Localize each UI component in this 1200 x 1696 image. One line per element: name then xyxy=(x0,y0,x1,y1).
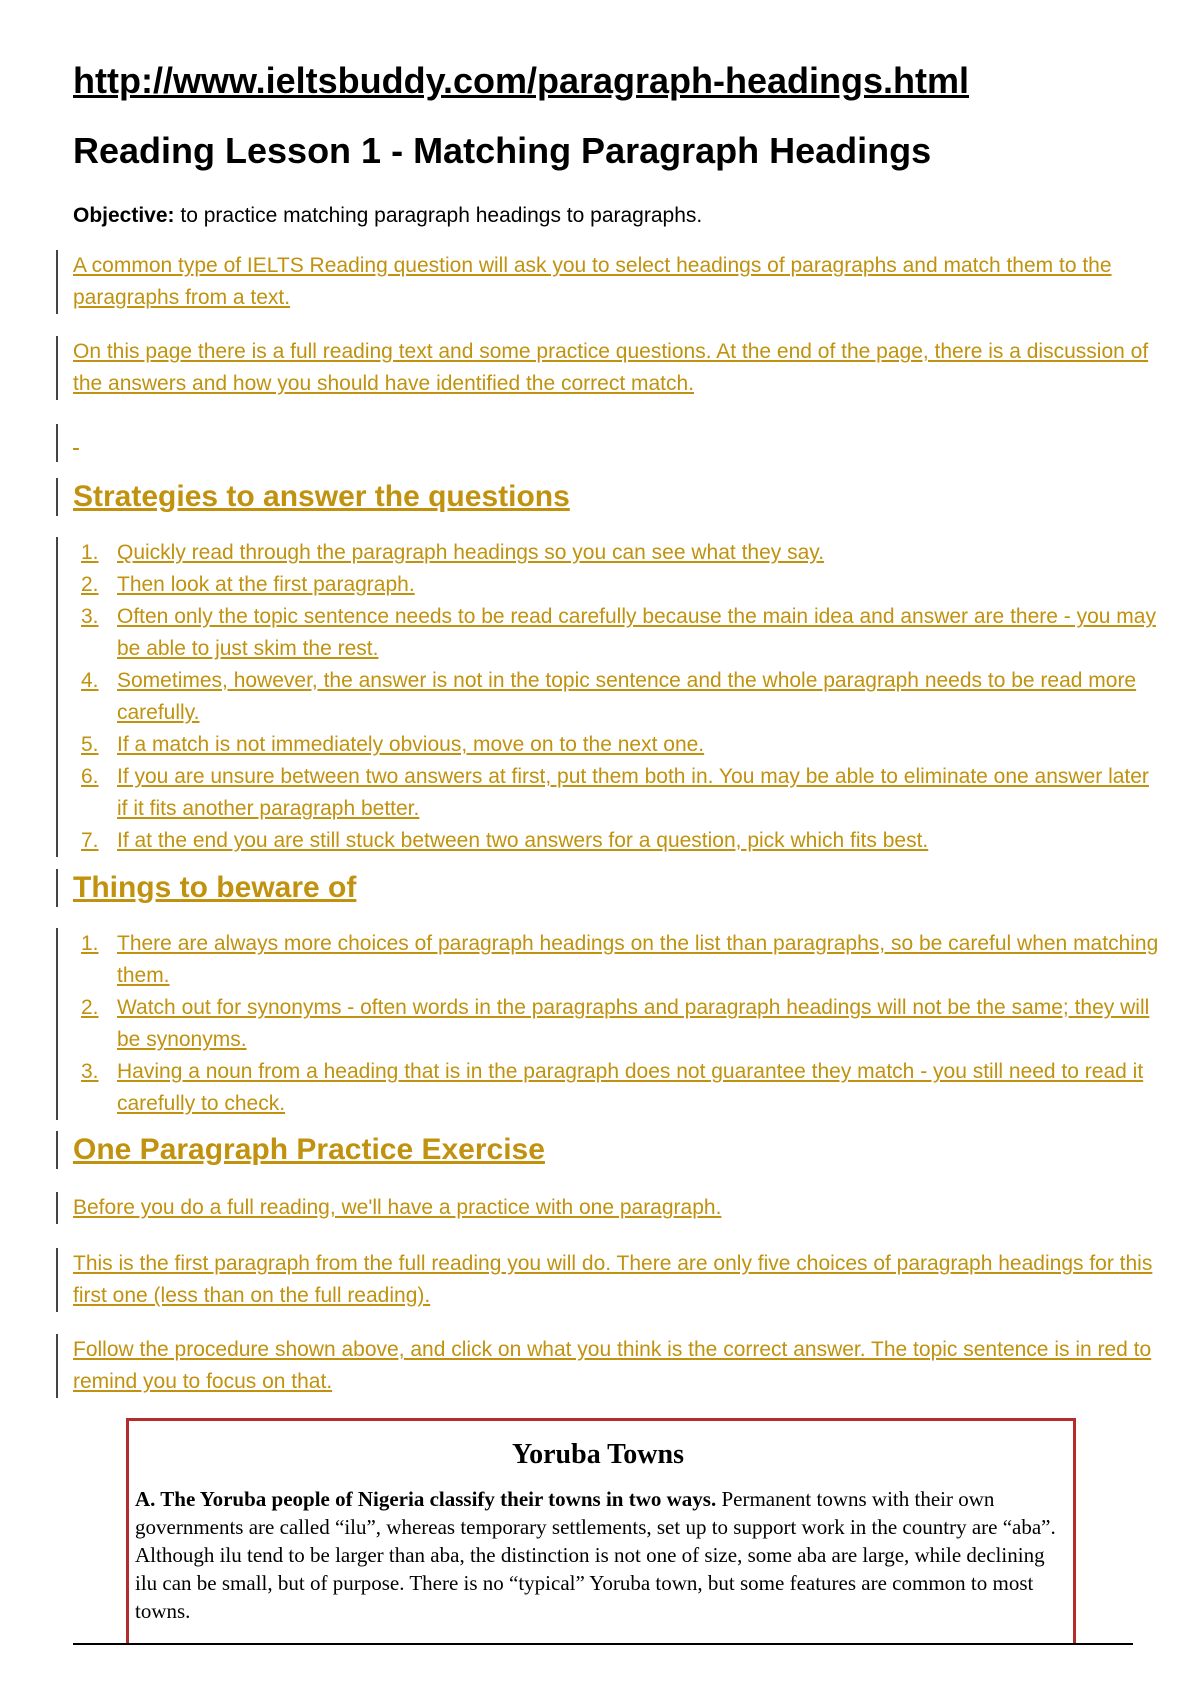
objective-label: Objective: xyxy=(73,204,175,227)
beware-item[interactable]: 1. There are always more choices of paragraph headings on the list than paragraphs, so be careful when matching them. xyxy=(81,932,1159,987)
beware-heading[interactable]: Things to beware of xyxy=(73,871,357,904)
objective-text: to practice matching paragraph headings to paragraphs. xyxy=(174,204,703,227)
intro-text-2[interactable]: On this page there is a full reading text and some practice questions. At the end of the page, there is a discussion of the answers and how you should have identified the correct match. xyxy=(73,340,1149,395)
practice-text-3[interactable]: Follow the procedure shown above, and click on what you think is the correct answer. The topic sentence is in red to remind you to focus on that. xyxy=(73,1338,1152,1393)
objective-line xyxy=(73,202,702,230)
practice-text-1[interactable]: Before you do a full reading, we'll have a practice with one paragraph. xyxy=(73,1196,722,1219)
practice-paragraph-3[interactable] xyxy=(56,1334,1163,1398)
strategies-list-block xyxy=(56,537,1163,857)
intro-paragraph-2[interactable] xyxy=(56,336,1163,400)
practice-heading-block[interactable] xyxy=(56,1131,1163,1169)
strategy-item[interactable]: 3. Often only the topic sentence needs to be read carefully because the main idea and answer are there - you may be able to just skim the rest. xyxy=(81,605,1156,660)
practice-text-2[interactable]: This is the first paragraph from the full reading you will do. There are only five choices of paragraph headings for this first one (less than on the full reading). xyxy=(73,1252,1153,1307)
source-url-link[interactable]: http://www.ieltsbuddy.com/paragraph-headings.html xyxy=(73,60,970,101)
empty-link-line[interactable] xyxy=(56,424,1163,462)
strategies-heading-block[interactable] xyxy=(56,478,1163,516)
practice-heading[interactable]: One Paragraph Practice Exercise xyxy=(73,1133,545,1166)
strategy-item[interactable]: 5. If a match is not immediately obvious, move on to the next one. xyxy=(81,733,705,756)
beware-heading-block[interactable] xyxy=(56,869,1163,907)
beware-list-block xyxy=(56,928,1163,1120)
empty-link[interactable] xyxy=(73,424,1163,456)
intro-paragraph-1[interactable] xyxy=(56,250,1163,314)
beware-list xyxy=(73,928,1163,1120)
reading-body: Permanent towns with their own governments are called “ilu”, whereas temporary settlements, set up to support work in the country are “aba”. Although ilu tend to be larger than aba, the distinction is not one of size, some aba are large, while declining ilu can be small, but of purpose. There is no “typical” Yoruba town, but some features are common to most towns. xyxy=(135,1487,1056,1623)
page-title: Reading Lesson 1 - Matching Paragraph Headings xyxy=(73,130,932,171)
strategy-item[interactable]: 7. If at the end you are still stuck between two answers for a question, pick which fits best. xyxy=(81,829,929,852)
strategies-heading[interactable]: Strategies to answer the questions xyxy=(73,480,570,513)
beware-item[interactable]: 3. Having a noun from a heading that is in the paragraph does not guarantee they match - you still need to read it carefully to check. xyxy=(81,1060,1144,1115)
horizontal-rule xyxy=(73,1643,1133,1645)
practice-paragraph-2[interactable] xyxy=(56,1248,1163,1312)
reading-passage-box xyxy=(126,1418,1076,1643)
reading-title: Yoruba Towns xyxy=(512,1439,684,1470)
strategies-list xyxy=(73,537,1163,857)
strategy-item[interactable]: 1. Quickly read through the paragraph headings so you can see what they say. xyxy=(81,541,825,564)
beware-item[interactable]: 2. Watch out for synonyms - often words in the paragraphs and paragraph headings will not be the same; they will be synonyms. xyxy=(81,996,1150,1051)
practice-paragraph-1[interactable] xyxy=(56,1192,1163,1224)
reading-topic-sentence: A. The Yoruba people of Nigeria classify their towns in two ways. xyxy=(135,1487,717,1511)
strategy-item[interactable]: 2. Then look at the first paragraph. xyxy=(81,573,415,596)
intro-text-1[interactable]: A common type of IELTS Reading question will ask you to select headings of paragraphs and match them to the paragraphs from a text. xyxy=(73,254,1112,309)
strategy-item[interactable]: 6. If you are unsure between two answers at first, put them both in. You may be able to eliminate one answer later if it fits another paragraph better. xyxy=(81,765,1149,820)
strategy-item[interactable]: 4. Sometimes, however, the answer is not in the topic sentence and the whole paragraph needs to be read more carefully. xyxy=(81,669,1137,724)
reading-paragraph-a xyxy=(135,1485,1061,1625)
